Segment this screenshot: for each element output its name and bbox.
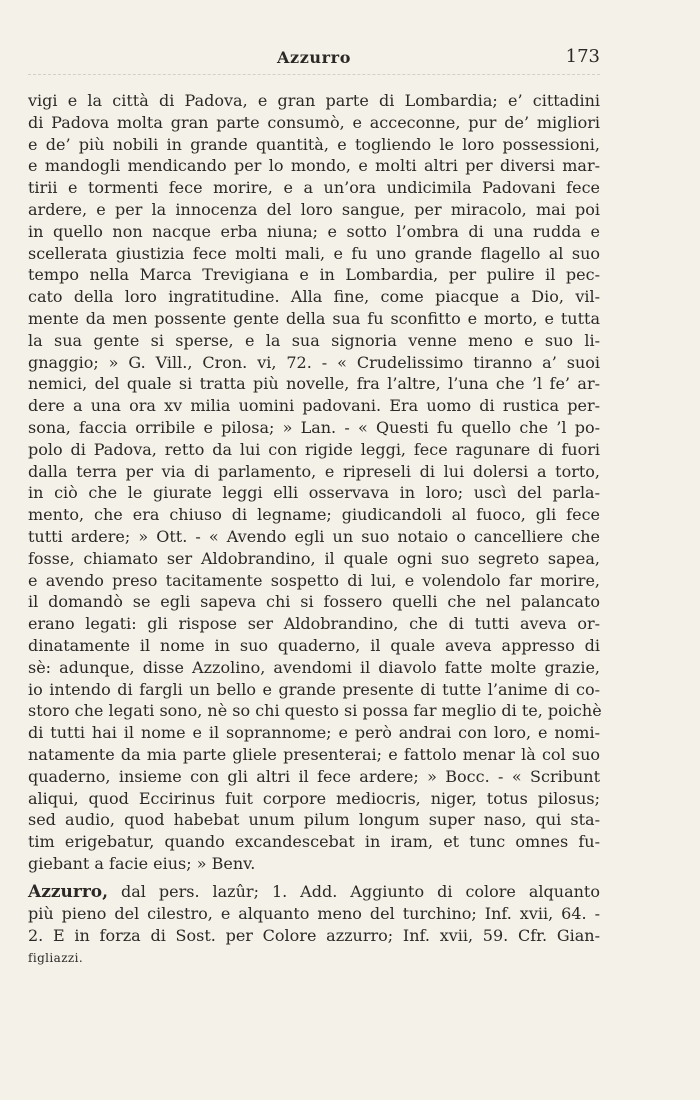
text-line: io intendo di fargli un bello e grande presente di tutte l’anime di co- (28, 679, 600, 699)
text-line: mento, che era chiuso di legname; giudicandoli al fuoco, gli fece (28, 505, 600, 525)
text-line: polo di Padova, retto da lui con rigide leggi, fece ragunare di fuori (28, 439, 600, 459)
text-line: natamente da mia parte gliele presenterai; e fattolo menar là col suo (28, 744, 600, 764)
entry-text-line: dal pers. lazûr; 1. Add. Aggiunto di colore alquanto (121, 882, 600, 901)
text-line: in quello non nacque erba niuna; e sotto l’ombra di una rudda e (28, 221, 600, 241)
entry-text-line: più pieno del cilestro, e alquanto meno del turchino; Inf. xvii, 64. - (28, 904, 600, 923)
entry-text-line: figliazzi. (28, 951, 84, 965)
text-line: dalla terra per via di parlamento, e ripreseli di lui dolersi a torto, (28, 461, 600, 481)
text-line: storo che legati sono, nè so chi questo si possa far meglio di te, poichè (28, 701, 602, 721)
text-line: giebant a facie eius; » Benv. (28, 853, 256, 873)
entry-headword: Azzurro, (28, 882, 109, 902)
text-line: e mandogli mendicando per lo mondo, e molti altri per diversi mar- (28, 156, 600, 176)
text-line: vigi e la città di Padova, e gran parte di Lombardia; e’ cittadini (28, 91, 600, 110)
text-line: tempo nella Marca Trevigiana e in Lombardia, per pulire il pec- (28, 265, 600, 285)
text-line: ardere, e per la innocenza del loro sangue, per miracolo, mai poi (28, 199, 600, 219)
text-line: sona, faccia orribile e pilosa; » Lan. - « Questi fu quello che ’l po- (28, 417, 600, 437)
text-line: cato della loro ingratitudine. Alla fine, come piacque a Dio, vil- (28, 287, 600, 307)
page-number: 173 (565, 46, 600, 67)
text-line: scellerata giustizia fece molti mali, e fu uno grande flagello al suo (28, 243, 600, 263)
text-line: di Padova molta gran parte consumò, e acceconne, pur de’ migliori (28, 112, 600, 132)
continued-entry-text (28, 90, 600, 875)
page-header (28, 44, 600, 74)
text-line: sed audio, quod habebat unum pilum longum super naso, qui sta- (28, 810, 600, 830)
dictionary-entry-azzurro (28, 881, 600, 969)
text-line: e de’ più nobili in grande quantità, e togliendo le loro possessioni, (28, 134, 600, 154)
text-line: in ciò che le giurate leggi elli osservava in loro; uscì del parla- (28, 483, 600, 503)
text-line: e avendo preso tacitamente sospetto di lui, e volendolo far morire, (28, 570, 600, 590)
header-rule (28, 74, 600, 75)
text-line: dere a una ora xv milia uomini padovani. Era uomo di rustica per- (28, 396, 600, 416)
text-line: aliqui, quod Eccirinus fuit corpore mediocris, niger, totus pilosus; (28, 788, 600, 808)
running-head: Azzurro (277, 48, 351, 67)
entry-first-line (28, 881, 600, 903)
text-line: fosse, chiamato ser Aldobrandino, il quale ogni suo segreto sapea, (28, 548, 600, 568)
text-line: tutti ardere; » Ott. - « Avendo egli un suo notaio o cancelliere che (28, 526, 600, 546)
text-line: il domandò se egli sapeva chi si fossero quelli che nel palancato (28, 592, 600, 612)
text-line: erano legati: gli rispose ser Aldobrandino, che di tutti aveva or- (28, 614, 600, 634)
text-line: tim erigebatur, quando excandescebat in iram, et tunc omnes fu- (28, 832, 600, 852)
text-line: la sua gente si sperse, e la sua signoria venne meno e suo li- (28, 330, 600, 350)
text-line: quaderno, insieme con gli altri il fece ardere; » Bocc. - « Scribunt (28, 766, 600, 786)
text-line: tirii e tormenti fece morire, e a un’ora undicimila Padovani fece (28, 178, 600, 198)
text-line: nemici, del quale si tratta più novelle, fra l’altre, l’una che ’l fe’ ar- (28, 374, 600, 394)
text-line: di tutti hai il nome e il soprannome; e però andrai con loro, e nomi- (28, 723, 600, 743)
text-line: dinatamente il nome in suo quaderno, il quale aveva appresso di (28, 635, 600, 655)
text-line: sè: adunque, disse Azzolino, avendomi il diavolo fatte molte grazie, (28, 657, 600, 677)
entry-text-line: 2. E in forza di Sost. per Colore azzurro; Inf. xvii, 59. Cfr. Gian- (28, 926, 600, 945)
text-line: gnaggio; » G. Vill., Cron. vi, 72. - « Crudelissimo tiranno a’ suoi (28, 352, 600, 372)
text-line: mente da men possente gente della sua fu sconfitto e morto, e tutta (28, 308, 600, 328)
